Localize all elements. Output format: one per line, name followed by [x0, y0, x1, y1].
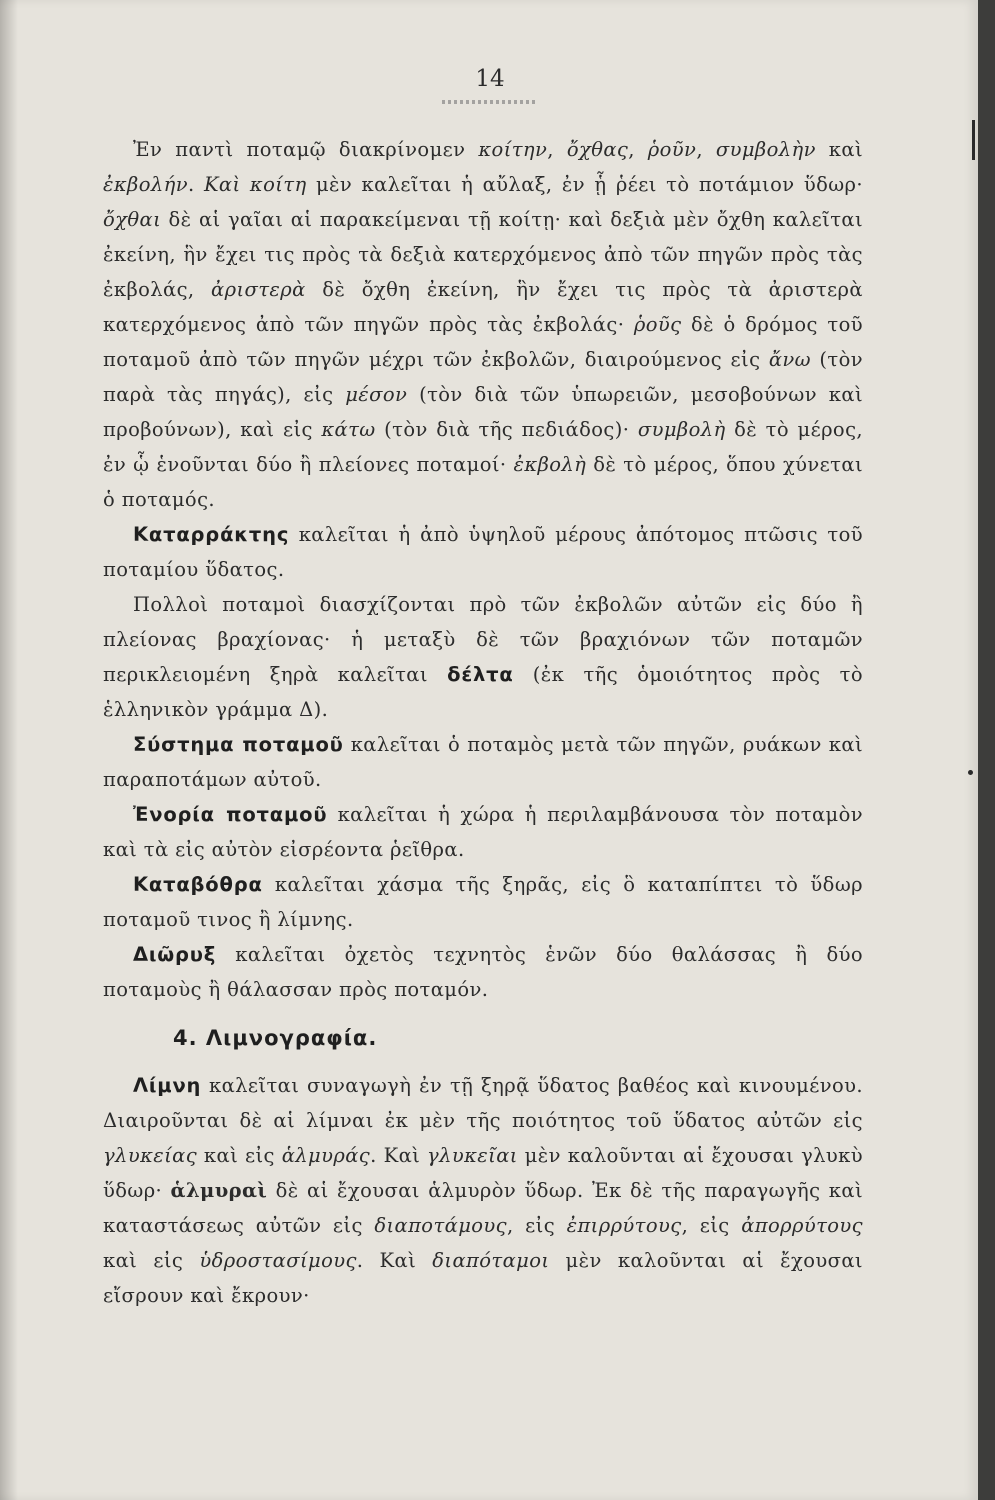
margin-dot [968, 770, 973, 775]
text-run: καλεῖται συναγωγὴ ἐν τῇ ξηρᾷ ὕδατος βαθέος καὶ κινουμένου. Διαιροῦνται δὲ αἱ λίμναι ἐκ μὲν τῆς ποιότητος τοῦ ὕδατος αὐτῶν εἰς [103, 1074, 863, 1132]
paragraph-delta [103, 587, 863, 727]
term-ano: ἄνω [768, 348, 811, 371]
paragraph-katavothra [103, 867, 863, 937]
text-run: δὲ αἱ ἔχουσαι ἁλμυρὸν ὕδωρ. Ἐκ δὲ τῆς παραγωγῆς καὶ καταστάσεως αὐτῶν εἰς [103, 1179, 863, 1237]
term-dioryx: Διῶρυξ [133, 943, 217, 966]
term-symbole: συμβολὴ [637, 418, 726, 441]
term-ochthas: ὄχθας [566, 138, 629, 161]
paragraph-systima [103, 727, 863, 797]
text-run: καλεῖται ὀχετὸς τεχνητὸς ἑνῶν δύο θαλάσσας ἢ δύο ποταμοὺς ἢ θάλασσαν πρὸς ποταμόν. [103, 943, 863, 1001]
text-run: καλεῖται ἡ χώρα ἡ περιλαμβάνουσα τὸν ποταμὸν καὶ τὰ εἰς αὐτὸν εἰσρέοντα ῥεῖθρα. [103, 803, 863, 861]
term-meson: μέσον [345, 383, 408, 406]
text-run: μὲν καλοῦνται αἱ ἔχουσαι γλυκὺ ὕδωρ· [103, 1144, 863, 1202]
term-epirrytous: ἐπιρρύτους [566, 1214, 682, 1237]
term-delta: δέλτα [447, 663, 514, 686]
term-enoria-potamou: Ἐνορία ποταμοῦ [133, 803, 328, 826]
text-run: δὲ τὸ μέρος, ὅπου χύνεται ὁ ποταμός. [103, 453, 863, 511]
text-run: Πολλοὶ ποταμοὶ διασχίζονται πρὸ τῶν ἐκβολῶν αὐτῶν εἰς δύο ἢ πλείονας βραχίονας· ἡ μεταξὺ δὲ τῶν βραχιόνων τῶν ποταμῶν περικλειομένη ξηρὰ καλεῖται [103, 593, 863, 686]
term-systima-potamou: Σύστημα ποταμοῦ [133, 733, 344, 756]
text-run: (τὸν διὰ τῆς πεδιάδος)· [375, 418, 638, 441]
text-run: (ἐκ τῆς ὁμοιότητος πρὸς τὸ ἑλληνικὸν γράμμα Δ). [103, 663, 863, 721]
text-run: . Καὶ [356, 1249, 433, 1272]
text-run: Ἐν παντὶ ποταμῷ διακρίνομεν [133, 138, 479, 161]
text-run: , [547, 138, 567, 161]
page-number-underline [442, 100, 538, 104]
text-run: δὲ ὁ δρόμος τοῦ ποταμοῦ ἀπὸ τῶν πηγῶν μέχρι τῶν ἐκβολῶν, διαιρούμενος εἰς [103, 313, 863, 371]
term-glykeias: γλυκείας [103, 1144, 198, 1167]
text-run: δὲ αἱ γαῖαι αἱ παρακείμεναι τῇ κοίτῃ· καὶ δεξιὰ μὲν ὄχθη καλεῖται ἐκείνη, ἣν ἔχει τις πρὸς τὰ δεξιὰ κατερχόμενος ἀπὸ τῶν πηγῶν πρὸς τὰς ἐκβολάς, [103, 208, 863, 301]
text-run: . Καὶ [370, 1144, 428, 1167]
margin-mark [972, 120, 975, 160]
text-run: , [696, 138, 716, 161]
text-run: καλεῖται ἡ ἀπὸ ὑψηλοῦ μέρους ἀπότομος πτῶσις τοῦ ποταμίου ὕδατος. [103, 523, 863, 581]
text-run: καὶ εἰς [103, 1249, 200, 1272]
term-rous: ῥοῦς [633, 313, 682, 336]
term-katavothra: Καταβόθρα [133, 873, 263, 896]
term-hydrostasimous: ὑδροστασίμους [199, 1249, 357, 1272]
term-roun: ῥοῦν [647, 138, 697, 161]
term-koite: Καὶ κοίτη [203, 173, 307, 196]
term-ekbole: ἐκβολὴ [513, 453, 587, 476]
body-text [103, 132, 863, 1313]
page-number: 14 [475, 66, 505, 92]
text-run: . [187, 173, 204, 196]
term-aristera: ἀριστερὰ [211, 278, 306, 301]
term-diapotamoi: διαπόταμοι [432, 1249, 550, 1272]
text-run: καὶ εἰς [197, 1144, 282, 1167]
text-run: δὲ ὄχθη ἐκείνη, ἣν ἔχει τις πρὸς τὰ ἀριστερὰ κατερχόμενος ἀπὸ τῶν πηγῶν πρὸς τὰς ἐκβολάς· [103, 278, 863, 336]
term-katarraktis: Καταρράκτης [133, 523, 290, 546]
page-binding-shadow [0, 0, 18, 1500]
section-heading: 4. Λιμνογραφία. [173, 1026, 378, 1050]
scan-background-edge [978, 0, 995, 1500]
term-almyras: ἁλμυράς [281, 1144, 371, 1167]
text-run: (τὸν διὰ τῶν ὑπωρειῶν, μεσοβούνων καὶ προβούνων), καὶ εἰς [103, 383, 863, 441]
term-kato: κάτω [321, 418, 376, 441]
paragraph-enoria [103, 797, 863, 867]
text-run: καλεῖται χάσμα τῆς ξηρᾶς, εἰς ὃ καταπίπτει τὸ ὕδωρ ποταμοῦ τινος ἢ λίμνης. [103, 873, 863, 931]
text-run: (τὸν παρὰ τὰς πηγάς), εἰς [103, 348, 863, 406]
text-run: δὲ τὸ μέρος, ἐν ᾧ ἑνοῦνται δύο ἢ πλείονες ποταμοί· [103, 418, 863, 476]
text-run: καὶ [815, 138, 863, 161]
paragraph-katarraktis [103, 517, 863, 587]
term-diapotamous: διαποτάμους [374, 1214, 507, 1237]
term-ochthai: ὄχθαι [103, 208, 162, 231]
term-koiten: κοίτην [478, 138, 548, 161]
term-almyrai: ἁλμυραὶ [170, 1179, 268, 1202]
text-run: μὲν καλοῦνται αἱ ἔχουσαι εἴσρουν καὶ ἔκρουν· [103, 1249, 863, 1307]
text-run: , εἰς [681, 1214, 742, 1237]
term-glykeiai: γλυκεῖαι [427, 1144, 518, 1167]
text-run: , εἰς [506, 1214, 567, 1237]
paragraph-dioryx [103, 937, 863, 1007]
term-ekbolen: ἐκβολήν [103, 173, 188, 196]
paragraph-river-parts [103, 132, 863, 517]
term-limni: Λίμνη [133, 1074, 202, 1097]
text-run: καλεῖται ὁ ποταμὸς μετὰ τῶν πηγῶν, ρυάκων καὶ παραποτάμων αὐτοῦ. [103, 733, 863, 791]
text-run: μὲν καλεῖται ἡ αὔλαξ, ἐν ᾗ ῥέει τὸ ποτάμιον ὕδωρ· [306, 173, 863, 196]
term-symbolen: συμβολὴν [715, 138, 816, 161]
text-run: , [628, 138, 648, 161]
term-aporrytous: ἀπορρύτους [741, 1214, 863, 1237]
paragraph-limni [103, 1068, 863, 1313]
